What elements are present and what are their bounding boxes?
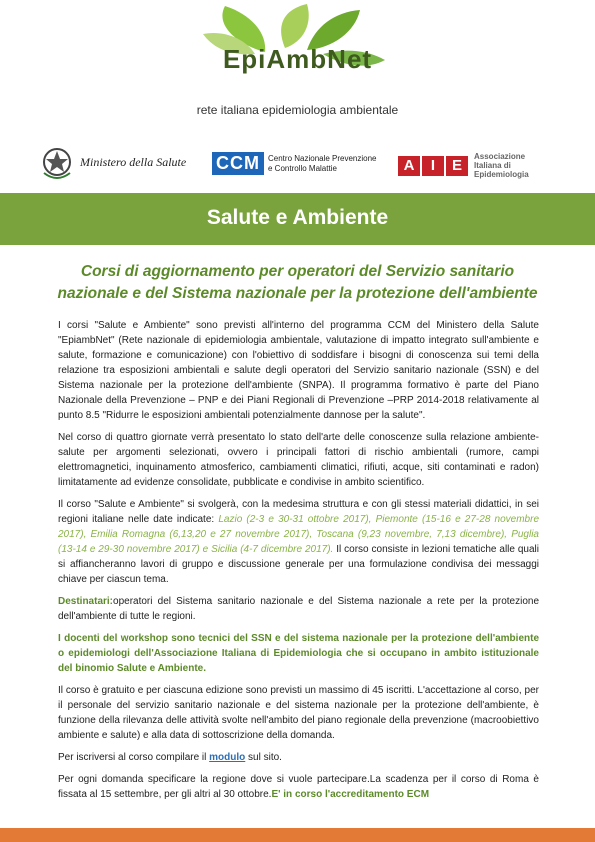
subtitle-line2: nazionale e del Sistema nazionale per la protezione dell'ambiente bbox=[57, 285, 538, 302]
aie-letter-e: E bbox=[446, 156, 468, 176]
ccm-logo bbox=[212, 152, 377, 175]
ccm-line2: e Controllo Malattie bbox=[268, 163, 337, 173]
schedule-end: Il corso consiste in lezioni tematiche alle quali si affiancheranno lavori di gruppo e discussione generale per una formulazione condivisa dei messaggi chiave per ciascun tema. bbox=[58, 544, 539, 585]
audience-text: operatori del Sistema sanitario nazionale e del Sistema nazionale a rete per la protezione dell'ambiente di tutte le regioni. bbox=[58, 596, 539, 622]
aie-line1: Associazione bbox=[474, 152, 526, 161]
ccm-line1: Centro Nazionale Prevenzione bbox=[268, 153, 377, 163]
paragraph-registration bbox=[58, 750, 539, 765]
logo-tagline: rete italiana epidemiologia ambientale bbox=[196, 103, 399, 117]
paragraph-admission: Il corso è gratuito e per ciascuna edizione sono previsti un massimo di 45 iscritti. L'accettazione al corso, per il personale del servizio sanitario nazionale e del sistema nazionale per la protezione dell'ambiente, è funzione della rilevanza delle attività svolte nell'ambito del piano regionale della prevenzione (macroobiettivo ambiente e salute) e alla data di sottoscrizione della domanda. bbox=[58, 685, 539, 741]
schedule-intro: Il corso "Salute e Ambiente" si svolgerà, con la medesima struttura e con gli stessi materiali didattici, in sei regioni italiane nelle date indicate: bbox=[58, 499, 539, 525]
aie-line3: Epidemiologia bbox=[474, 170, 529, 179]
footer-bar bbox=[0, 828, 595, 842]
italian-emblem-icon bbox=[40, 143, 74, 181]
paragraph-audience bbox=[58, 594, 539, 624]
paragraph-schedule bbox=[58, 497, 539, 587]
epiambnet-logo bbox=[195, 4, 400, 124]
audience-label: Destinatari: bbox=[58, 596, 114, 607]
ecm-note: E' in corso l'accreditamento ECM bbox=[271, 789, 430, 800]
aie-letter-i: I bbox=[422, 156, 444, 176]
paragraph-teachers: I docenti del workshop sono tecnici del SSN e del sistema nazionale per la protezione dell'ambiente o epidemiologi dell'Associazione Italiana di Epidemiologia che si occupano in ambito istituzionale del binomio Salute e Ambiente. bbox=[58, 633, 539, 674]
body-text bbox=[58, 318, 539, 809]
schedule-dates: Lazio (2-3 e 30-31 ottobre 2017), Piemonte (15-16 e 27-28 novembre 2017), Emilia Romagna (6,13,20 e 27 novembre 2017), Toscana (9,23 novembre, 7,13 dicembre), Puglia (13-14 e 29-30 novembre 2017) e Sicilia (4-7 dicembre 2017). bbox=[58, 514, 540, 555]
deadline-text: Per ogni domanda specificare la regione dove si vuole partecipare.La scadenza per il corso di Roma è fissata al 15 settembre, per gli altri al 30 ottobre. bbox=[58, 774, 539, 800]
subtitle-line1: Corsi di aggiornamento per operatori del Servizio sanitario bbox=[80, 263, 515, 280]
page-subtitle bbox=[40, 261, 555, 305]
ministero-name: Ministero della Salute bbox=[80, 154, 187, 169]
aie-line2: Italiana di bbox=[474, 161, 511, 170]
partner-logos bbox=[0, 143, 595, 188]
title-band: Salute e Ambiente bbox=[0, 193, 595, 245]
modulo-link[interactable]: modulo bbox=[209, 752, 246, 763]
aie-letter-a: A bbox=[398, 156, 420, 176]
logo-wordmark: EpiAmbNet bbox=[222, 44, 373, 74]
paragraph-deadline bbox=[58, 772, 539, 802]
registration-start: Per iscriversi al corso compilare il bbox=[58, 752, 210, 763]
paragraph-content: Nel corso di quattro giornate verrà presentato lo stato dell'arte delle conoscenze sulla relazione ambiente-salute per argomenti selezionati, ovvero i principali fattori di rischio ambientali (rumore, campi elettromagnetici, inquinamento atmosferico, cambiamenti climatici, rifiuti, acque, siti contaminati e radon) limitatamente ad evidenze consolidate, pubblicate e condivise in ambito scientifico. bbox=[58, 432, 539, 488]
ccm-box: CCM bbox=[212, 152, 264, 175]
aie-logo bbox=[398, 152, 529, 179]
paragraph-intro: I corsi "Salute e Ambiente" sono previsti all'interno del programma CCM del Ministero della Salute "EpiambNet" (Rete nazionale di epidemiologia ambientale, valutazione di impatto integrato sull'ambiente e salute, formazione e comunicazione) con l'obiettivo di soddisfare i bisogni di conoscenza sui temi della relazione tra esposizioni ambientali e salute degli operatori del Servizio sanitario nazionale (SSN) e del Sistema nazionale per la protezione dell'ambiente (SNPA). Il programma formativo è parte del Piano Nazionale della Prevenzione – PNP e dei Piani Regionali di Prevenzione –PRP 2014-2018 relativamente al punto 8.5 "Ridurre le esposizioni ambientali potenzialmente dannose per la salute". bbox=[58, 320, 539, 421]
ministero-logo bbox=[40, 143, 186, 181]
registration-end: sul sito. bbox=[245, 752, 282, 763]
